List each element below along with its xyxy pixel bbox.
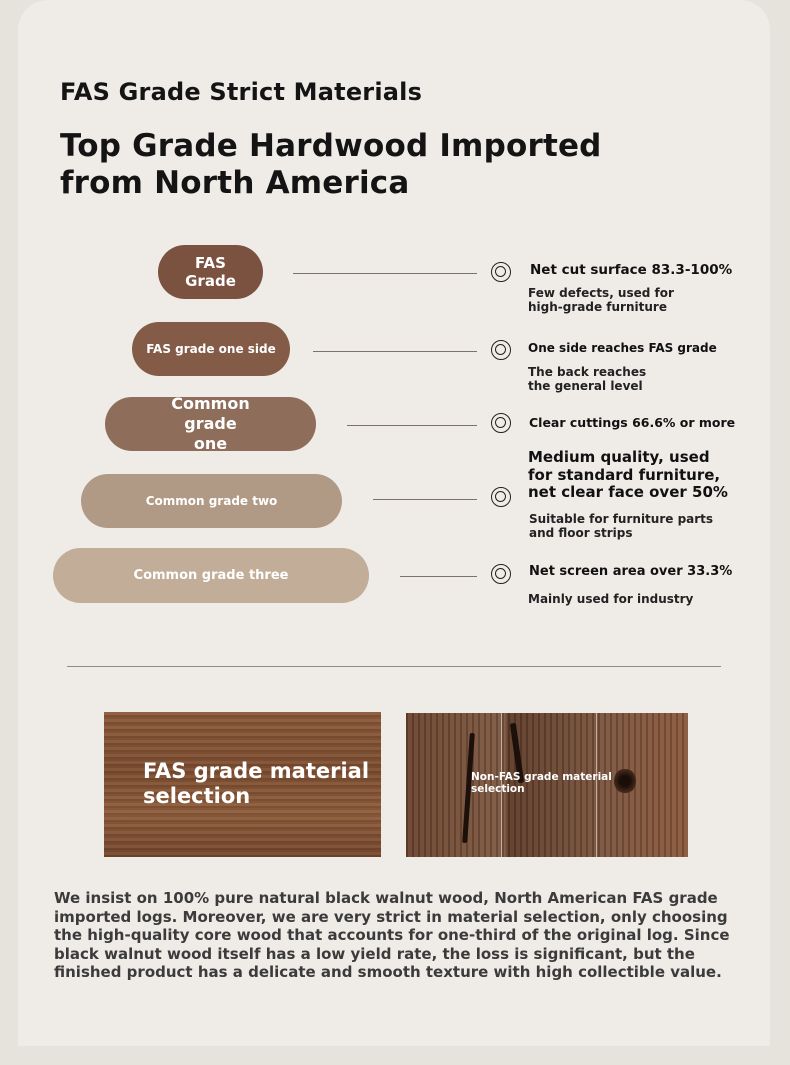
- grade-pill-label: Common grade three: [133, 568, 289, 583]
- grade-desc-fas-one-side: The back reaches the general level: [528, 365, 647, 393]
- non-fas-photo-caption: Non-FAS grade material selection: [471, 771, 612, 795]
- connector-line: [293, 273, 477, 274]
- grade-desc-common-three: Mainly used for industry: [528, 592, 694, 606]
- connector-line: [373, 499, 477, 500]
- fas-wood-photo: [104, 712, 381, 857]
- bullet-ring-icon: [491, 413, 511, 433]
- grade-pill-fas: [158, 245, 263, 299]
- grade-pill-label: Common grade two: [145, 494, 278, 508]
- description-paragraph: We insist on 100% pure natural black walnut wood, North American FAS grade imported logs. Moreover, we are very strict in material selection, only choosing the high-quality core wood that accounts for one-third of the original log. Since black walnut wood itself has a low yield rate, the loss is significant, but the finished product has a delicate and smooth texture with high collectible value.: [54, 889, 730, 981]
- pre-title: FAS Grade Strict Materials: [60, 78, 423, 106]
- bullet-ring-icon: [491, 487, 511, 507]
- grade-desc-common-two: Suitable for furniture parts and floor strips: [529, 512, 714, 540]
- bullet-ring-icon: [491, 340, 511, 360]
- grade-pill-common-three: [53, 548, 369, 603]
- grade-pill-common-one: [105, 394, 316, 453]
- grade-pill-fas-one-side: [132, 322, 290, 376]
- bullet-ring-icon: [491, 262, 511, 282]
- bullet-ring-icon: [491, 564, 511, 584]
- grade-desc-fas: Few defects, used for high-grade furniture: [528, 286, 674, 314]
- grade-pill-label: Common grade one: [171, 394, 250, 453]
- grade-label-fas-one-side: One side reaches FAS grade: [528, 341, 717, 355]
- grade-label-common-three: Net screen area over 33.3%: [529, 564, 733, 579]
- connector-line: [347, 425, 477, 426]
- connector-line: [400, 576, 477, 577]
- non-fas-wood-photo: [406, 713, 688, 857]
- grade-label-fas: Net cut surface 83.3-100%: [530, 262, 733, 278]
- grade-desc-common-one: Medium quality, used for standard furniture, net clear face over 50%: [528, 448, 728, 501]
- connector-line: [313, 351, 477, 352]
- grade-pill-common-two: [81, 474, 342, 528]
- grade-pill-label: FAS grade one side: [146, 342, 276, 356]
- grade-pill-label: FAS Grade: [185, 254, 236, 290]
- grade-label-common-one: Clear cuttings 66.6% or more: [529, 415, 736, 430]
- fas-photo-caption: FAS grade material selection: [143, 759, 370, 808]
- page-title: Top Grade Hardwood Imported from North America: [60, 128, 602, 201]
- section-divider: [67, 666, 721, 667]
